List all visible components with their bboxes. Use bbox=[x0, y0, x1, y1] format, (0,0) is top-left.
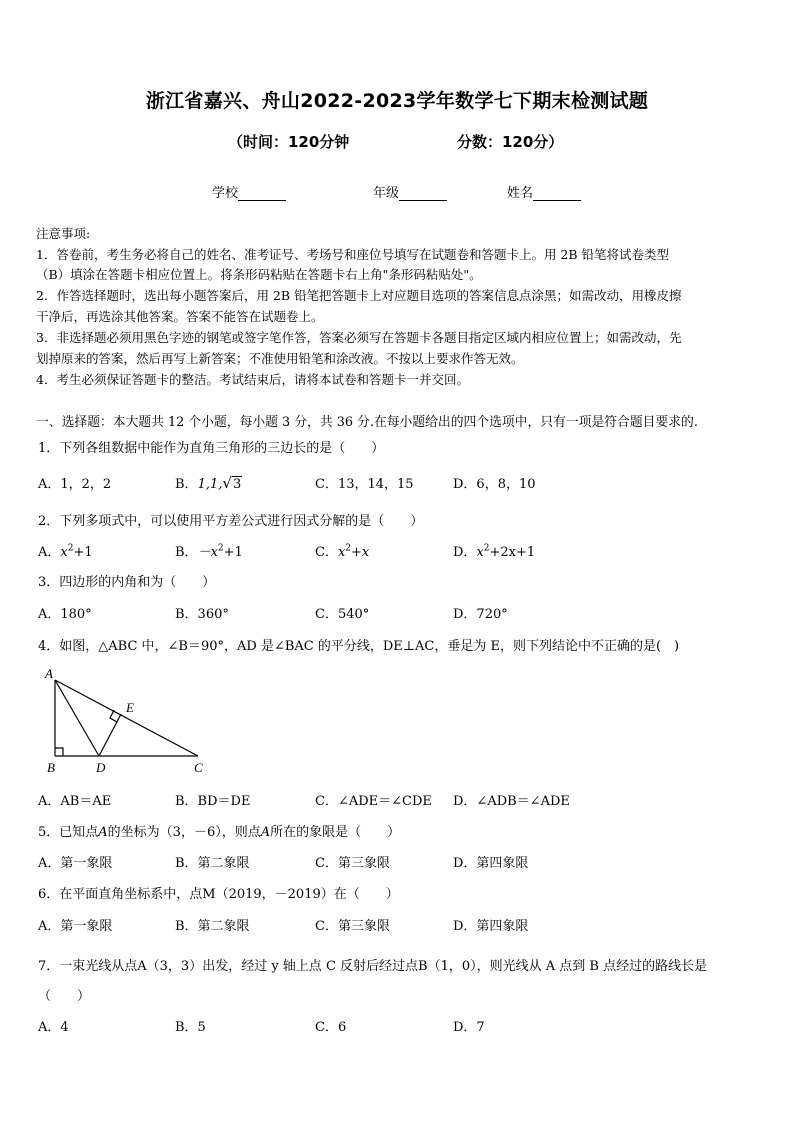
q2-option-d[interactable] bbox=[453, 541, 535, 560]
q4-option-c[interactable]: C．∠ADE＝∠CDE bbox=[315, 794, 432, 809]
note-line: 1．答卷前，考生务必将自己的姓名、准考证号、考场号和座位号填写在试题卷和答题卡上。用 2B 铅笔将试卷类型 bbox=[36, 247, 670, 262]
q5-option-a[interactable]: A．第一象限 bbox=[38, 856, 113, 871]
q7-option-d[interactable]: D．7 bbox=[453, 1020, 485, 1035]
q5-option-c[interactable]: C．第三象限 bbox=[315, 856, 390, 871]
q2-c-var: x bbox=[337, 545, 346, 560]
label-e: E bbox=[126, 700, 134, 715]
q7-option-a[interactable]: A．4 bbox=[38, 1020, 69, 1035]
q3-option-d[interactable]: D．720° bbox=[453, 607, 508, 622]
q2-d-var: x bbox=[476, 545, 484, 560]
q2-b-exp: 2 bbox=[217, 543, 224, 554]
q1-option-b[interactable] bbox=[175, 473, 242, 492]
q3-option-a[interactable]: A．180° bbox=[38, 607, 92, 622]
q5-stem-part: 所在的象限是（ ） bbox=[270, 825, 401, 840]
sqrt-icon: √ bbox=[222, 474, 232, 492]
segment-de bbox=[99, 714, 121, 756]
q3-option-c[interactable]: C．540° bbox=[315, 607, 370, 622]
q2-d-rest: +2x+1 bbox=[489, 545, 536, 560]
q2-option-b-letter: B． bbox=[175, 545, 198, 560]
grade-blank[interactable] bbox=[399, 188, 447, 201]
section-heading: 一、选择题：本大题共 12 个小题，每小题 3 分，共 36 分.在每小题给出的四个选项中，只有一项是符合题目要求的. bbox=[36, 415, 698, 430]
q5-option-d[interactable]: D．第四象限 bbox=[453, 856, 529, 871]
q3-option-b[interactable]: B．360° bbox=[175, 607, 229, 622]
grade-label: 年级 bbox=[373, 186, 400, 201]
note-line: 3．非选择题必须用黑色字迹的钢笔或签字笔作答，答案必须写在答题卡各题目指定区域内相应位置上；如需改动，先 bbox=[36, 330, 682, 345]
q1-option-c[interactable]: C．13，14，15 bbox=[315, 477, 414, 492]
note-line: 2．作答选择题时，选出每小题答案后，用 2B 铅笔把答题卡上对应题目选项的答案信息点涂黑；如需改动，用橡皮擦 bbox=[36, 288, 682, 303]
name-field bbox=[507, 182, 581, 201]
q4-option-a[interactable]: A．AB＝AE bbox=[38, 794, 112, 809]
q2-b-rest: +1 bbox=[223, 545, 243, 560]
note-line: 4．考生必须保证答题卡的整洁。考试结束后，请将本试卷和答题卡一并交回。 bbox=[36, 372, 469, 387]
label-d: D bbox=[96, 760, 106, 775]
school-blank[interactable] bbox=[238, 188, 286, 201]
q2-a-exp: 2 bbox=[67, 543, 74, 554]
q6-option-d[interactable]: D．第四象限 bbox=[453, 919, 529, 934]
exam-time: （时间：120分钟 bbox=[228, 133, 350, 151]
note-line: （B）填涂在答题卡相应位置上。将条形码粘贴在答题卡右上角"条形码粘贴处"。 bbox=[36, 267, 482, 282]
q5-point-var: A bbox=[98, 825, 108, 840]
name-label: 姓名 bbox=[507, 186, 534, 201]
q2-option-a[interactable] bbox=[38, 541, 93, 560]
q2-option-b[interactable] bbox=[175, 541, 243, 560]
q5-stem-part: 5．已知点 bbox=[38, 825, 99, 840]
q6-option-b[interactable]: B．第二象限 bbox=[175, 919, 250, 934]
label-b: B bbox=[47, 760, 55, 775]
q7-option-b[interactable]: B．5 bbox=[175, 1020, 206, 1035]
question-5-stem bbox=[38, 821, 400, 840]
school-field bbox=[212, 182, 286, 201]
q5-point-var: A bbox=[260, 825, 271, 840]
right-angle-b-icon bbox=[55, 748, 63, 756]
question-7-stem: 7．一束光线从点A（3，3）出发，经过 y 轴上点 C 反射后经过点B（1，0），则光线从 A 点到 B 点经过的路线长是 bbox=[38, 959, 708, 974]
note-line: 干净后，再选涂其他答案。答案不能答在试题卷上。 bbox=[36, 309, 324, 324]
q1-option-a[interactable]: A．1，2，2 bbox=[38, 477, 112, 492]
q2-b-var: －x bbox=[197, 545, 218, 560]
page-title: 浙江省嘉兴、舟山2022-2023学年数学七下期末检测试题 bbox=[145, 90, 649, 112]
q2-c-rest: +x bbox=[351, 545, 370, 560]
q1-option-d[interactable]: D．6，8，10 bbox=[453, 477, 536, 492]
q7-option-c[interactable]: C．6 bbox=[315, 1020, 347, 1035]
q2-d-exp: 2 bbox=[483, 543, 490, 554]
q6-option-a[interactable]: A．第一象限 bbox=[38, 919, 113, 934]
note-line: 划掉原来的答案，然后再写上新答案；不准使用铅笔和涂改液。不按以上要求作答无效。 bbox=[36, 351, 524, 366]
question-3-stem: 3．四边形的内角和为（ ） bbox=[38, 575, 216, 590]
q2-option-d-letter: D． bbox=[453, 545, 477, 560]
question-4-stem: 4．如图，△ABC 中，∠B＝90°，AD 是∠BAC 的平分线，DE⊥AC，垂足为 E，则下列结论中不正确的是( ) bbox=[38, 639, 680, 654]
label-a: A bbox=[45, 666, 53, 681]
triangle-figure bbox=[38, 664, 218, 776]
q2-a-rest: +1 bbox=[73, 545, 93, 560]
q2-option-a-letter: A． bbox=[38, 545, 61, 560]
notes-heading: 注意事项: bbox=[36, 226, 91, 241]
q2-a-var: x bbox=[60, 545, 68, 560]
q5-stem-part: 的坐标为（3，－6），则点 bbox=[107, 825, 261, 840]
question-2-stem: 2．下列多项式中，可以使用平方差公式进行因式分解的是（ ） bbox=[38, 514, 424, 529]
exam-score: 分数：120分） bbox=[457, 133, 564, 151]
label-c: C bbox=[194, 760, 203, 775]
question-7-stem-cont: （ ） bbox=[38, 989, 91, 1004]
q4-option-d[interactable]: D．∠ADB＝∠ADE bbox=[453, 794, 570, 809]
q1-option-b-radicand: 3 bbox=[232, 477, 242, 492]
q2-option-c-letter: C． bbox=[315, 545, 338, 560]
q1-option-b-math: 1,1, bbox=[197, 477, 223, 492]
q6-option-c[interactable]: C．第三象限 bbox=[315, 919, 390, 934]
q2-c-exp: 2 bbox=[345, 543, 352, 554]
q1-option-b-letter: B． bbox=[175, 477, 198, 492]
name-blank[interactable] bbox=[533, 188, 581, 201]
question-1-stem: 1．下列各组数据中能作为直角三角形的三边长的是（ ） bbox=[38, 441, 385, 456]
school-label: 学校 bbox=[212, 186, 239, 201]
question-6-stem: 6．在平面直角坐标系中，点M（2019，－2019）在（ ） bbox=[38, 887, 399, 902]
q2-option-c[interactable] bbox=[315, 541, 369, 560]
q4-option-b[interactable]: B．BD＝DE bbox=[175, 794, 251, 809]
grade-field bbox=[373, 182, 447, 201]
q5-option-b[interactable]: B．第二象限 bbox=[175, 856, 250, 871]
